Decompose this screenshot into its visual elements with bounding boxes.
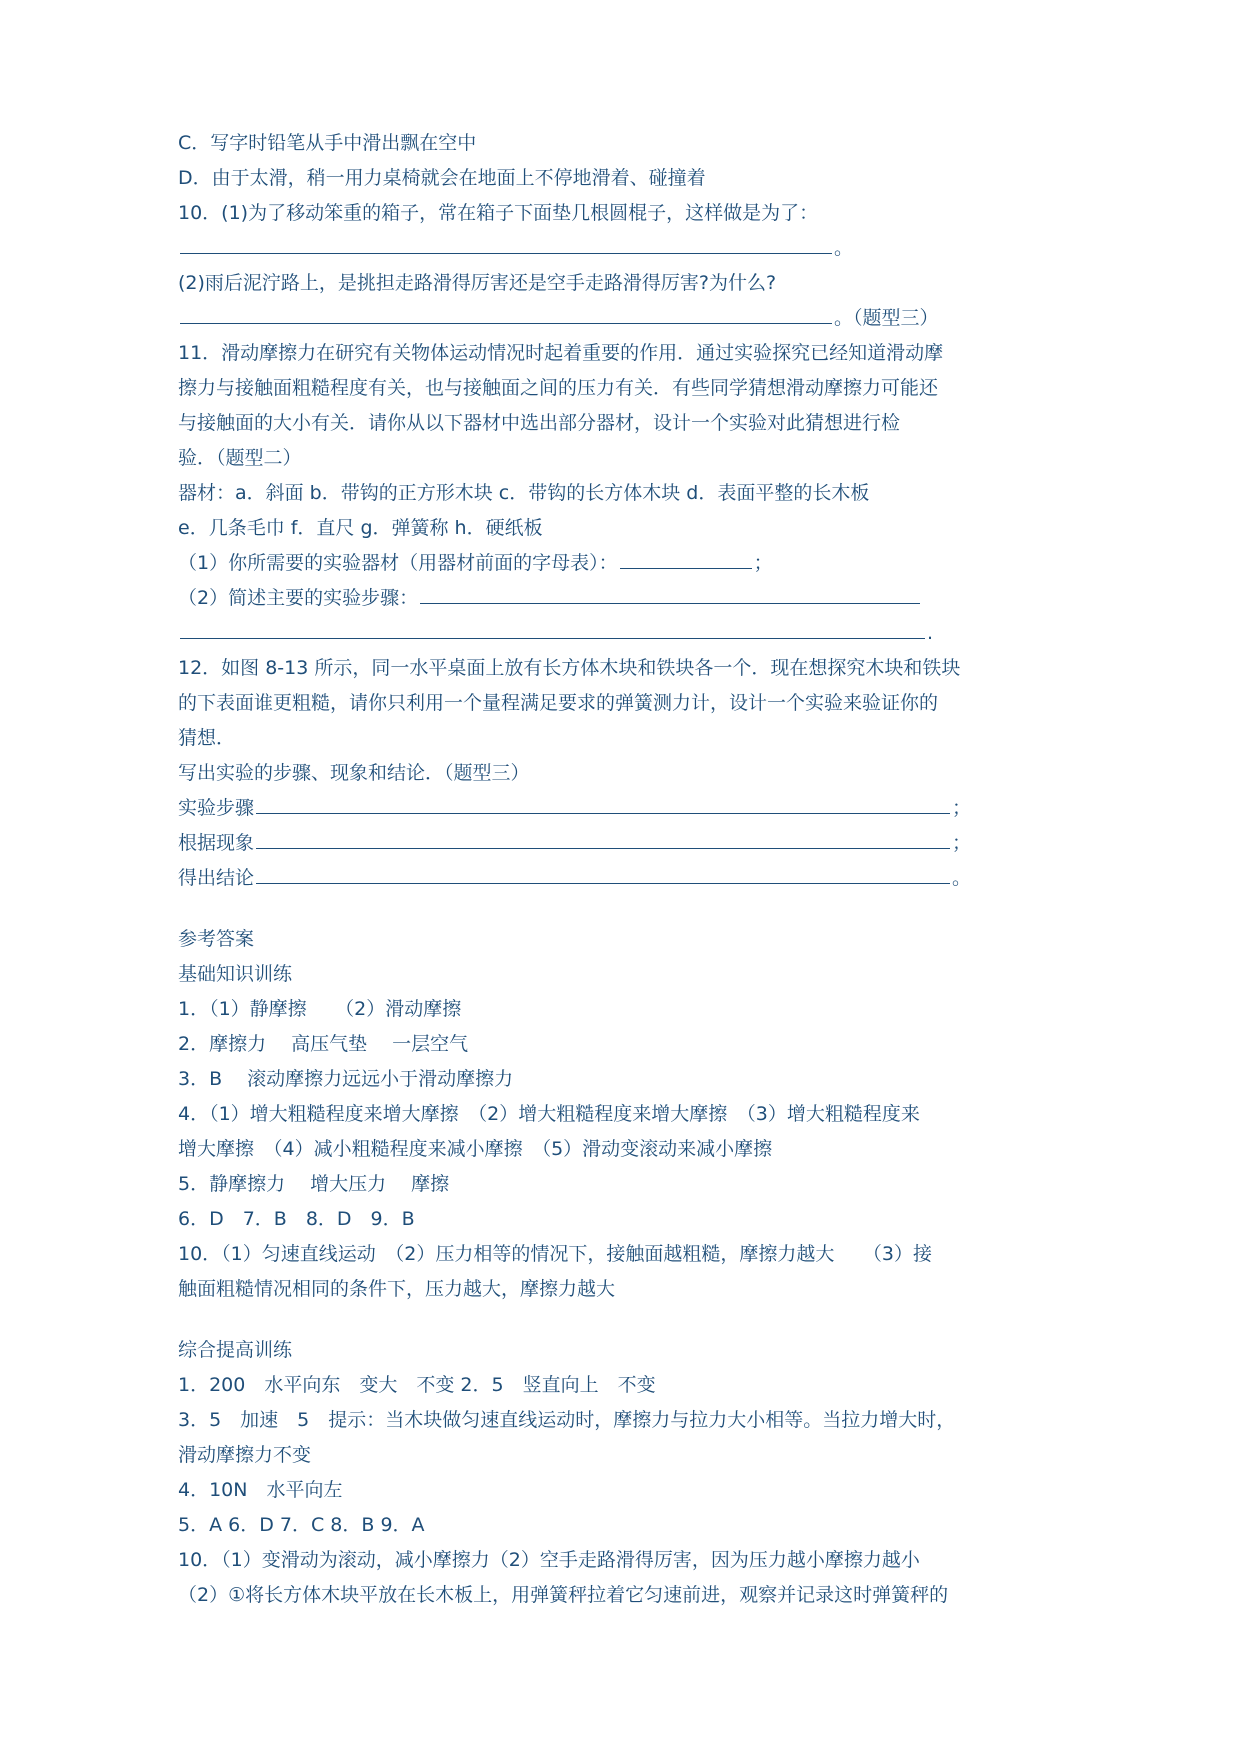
question-12: 12．如图 8-13 所示，同一水平桌面上放有长方体木块和铁块各一个．现在想探究木块和铁块 (178, 657, 961, 679)
answer-blank[interactable] (180, 616, 925, 639)
answer-line (178, 581, 1078, 616)
text-line (178, 476, 1078, 511)
question-11: 11．滑动摩擦力在研究有关物体运动情况时起着重要的作用．通过实验探究已经知道滑动摩 (178, 342, 944, 364)
text-line (178, 1027, 1078, 1062)
answer-item: 1．（1）静摩擦 （2）滑动摩擦 (178, 998, 462, 1020)
question-10-part-2: (2)雨后泥泞路上，是挑担走路滑得厉害还是空手走路滑得厉害?为什么? (178, 272, 777, 294)
answer-line (178, 791, 1078, 826)
spacer (178, 896, 1078, 922)
text-line (178, 1167, 1078, 1202)
line-end-mark: 。 (834, 237, 854, 259)
text-line (178, 721, 1078, 756)
line-end-mark: 。（题型三） (834, 307, 939, 329)
text-line (178, 1438, 1078, 1473)
answer-blank[interactable] (180, 231, 832, 254)
question-11: 擦力与接触面粗糙程度有关，也与接触面之间的压力有关．有些同学猜想滑动摩擦力可能还 (178, 377, 939, 399)
text-line (178, 651, 1078, 686)
steps-blank[interactable] (256, 791, 950, 814)
answer-line (178, 231, 1078, 266)
answer-item: 3．5 加速 5 提示：当木块做匀速直线运动时，摩擦力与拉力大小相等。当拉力增大时， (178, 1409, 956, 1431)
materials-list: 器材：a．斜面 b．带钩的正方形木块 c．带钩的长方体木块 d．表面平整的长木板 (178, 482, 870, 504)
text-line (178, 1368, 1078, 1403)
answer-item: 增大摩擦 （4）减小粗糙程度来减小摩擦 （5）滑动变滚动来减小摩擦 (178, 1138, 773, 1160)
answer-item: 4．（1）增大粗糙程度来增大摩擦 （2）增大粗糙程度来增大摩擦 （3）增大粗糙程度来 (178, 1103, 920, 1125)
answer-item: 1．200 水平向东 变大 不变 2．5 竖直向上 不变 (178, 1374, 656, 1396)
text-line (178, 1508, 1078, 1543)
answer-item: 2．摩擦力 高压气垫 一层空气 (178, 1033, 469, 1055)
text-line (178, 1062, 1078, 1097)
answer-item: 触面粗糙情况相同的条件下，压力越大，摩擦力越大 (178, 1278, 616, 1300)
text-line (178, 1543, 1078, 1578)
answer-item: 5．A 6．D 7．C 8．B 9．A (178, 1514, 425, 1536)
answer-item: 3．B 滚动摩擦力远远小于滑动摩擦力 (178, 1068, 514, 1090)
option-c: C．写字时铅笔从手中滑出飘在空中 (178, 132, 477, 154)
text-line (178, 161, 1078, 196)
conclusion-blank[interactable] (256, 861, 950, 884)
answer-blank[interactable] (620, 546, 752, 569)
question-11: 与接触面的大小有关．请你从以下器材中选出部分器材，设计一个实验对此猜想进行检 (178, 412, 901, 434)
line-end-mark: ； (952, 797, 972, 819)
section-title (178, 1333, 1078, 1368)
document-page (178, 126, 1078, 1613)
answer-item: 6．D 7．B 8．D 9．B (178, 1208, 415, 1230)
text-line (178, 336, 1078, 371)
answer-line (178, 301, 1078, 336)
advanced-training-heading: 综合提高训练 (178, 1339, 293, 1361)
section-title (178, 957, 1078, 992)
answer-line (178, 826, 1078, 861)
answer-item: 滑动摩擦力不变 (178, 1444, 312, 1466)
text-line (178, 992, 1078, 1027)
answer-item: 5．静摩擦力 增大压力 摩擦 (178, 1173, 450, 1195)
question-12: 猜想． (178, 727, 236, 749)
text-line (178, 441, 1078, 476)
question-12: 的下表面谁更粗糙，请你只利用一个量程满足要求的弹簧测力计，设计一个实验来验证你的 (178, 692, 939, 714)
text-line (178, 406, 1078, 441)
steps-label: 实验步骤 (178, 797, 255, 819)
text-line (178, 1403, 1078, 1438)
answer-line (178, 546, 1078, 581)
answer-item: 4．10N 水平向左 (178, 1479, 343, 1501)
spacer (178, 1307, 1078, 1333)
line-end-mark: ； (753, 552, 773, 574)
answer-line (178, 861, 1078, 896)
materials-list: e．几条毛巾 f．直尺 g．弹簧称 h．硬纸板 (178, 517, 543, 539)
text-line (178, 196, 1078, 231)
question-12-instruction: 写出实验的步骤、现象和结论．（题型三） (178, 762, 530, 784)
text-line (178, 1202, 1078, 1237)
option-d: D．由于太滑，稍一用力桌椅就会在地面上不停地滑着、碰撞着 (178, 167, 706, 189)
line-end-mark: 。 (952, 867, 972, 889)
text-line (178, 1578, 1078, 1613)
question-11-part-2: （2）简述主要的实验步骤： (178, 587, 419, 609)
answers-heading: 参考答案 (178, 928, 255, 950)
answer-item: 10．（1）变滑动为滚动，减小摩擦力（2）空手走路滑得厉害，因为压力越小摩擦力越小 (178, 1549, 920, 1571)
text-line (178, 371, 1078, 406)
answer-blank[interactable] (180, 301, 832, 324)
answer-item: 10．（1）匀速直线运动 （2）压力相等的情况下，接触面越粗糙，摩擦力越大 （3）接 (178, 1243, 932, 1265)
phenomenon-blank[interactable] (256, 826, 950, 849)
text-line (178, 266, 1078, 301)
text-line (178, 686, 1078, 721)
text-line (178, 1272, 1078, 1307)
text-line (178, 126, 1078, 161)
basic-training-heading: 基础知识训练 (178, 963, 293, 985)
question-11: 验．（题型二） (178, 447, 302, 469)
answer-line (178, 616, 1078, 651)
text-line (178, 1473, 1078, 1508)
text-line (178, 1097, 1078, 1132)
line-end-mark: . (927, 622, 934, 644)
answer-item: （2）①将长方体木块平放在长木板上，用弹簧秤拉着它匀速前进，观察并记录这时弹簧秤的 (178, 1584, 949, 1606)
answer-blank[interactable] (420, 581, 920, 604)
phenomenon-label: 根据现象 (178, 832, 255, 854)
text-line (178, 511, 1078, 546)
section-title (178, 922, 1078, 957)
question-10-part-1: 10．(1)为了移动笨重的箱子，常在箱子下面垫几根圆棍子，这样做是为了： (178, 202, 819, 224)
line-end-mark: ； (952, 832, 972, 854)
text-line (178, 1237, 1078, 1272)
text-line (178, 1132, 1078, 1167)
conclusion-label: 得出结论 (178, 867, 255, 889)
text-line (178, 756, 1078, 791)
question-11-part-1: （1）你所需要的实验器材（用器材前面的字母表）： (178, 552, 618, 574)
